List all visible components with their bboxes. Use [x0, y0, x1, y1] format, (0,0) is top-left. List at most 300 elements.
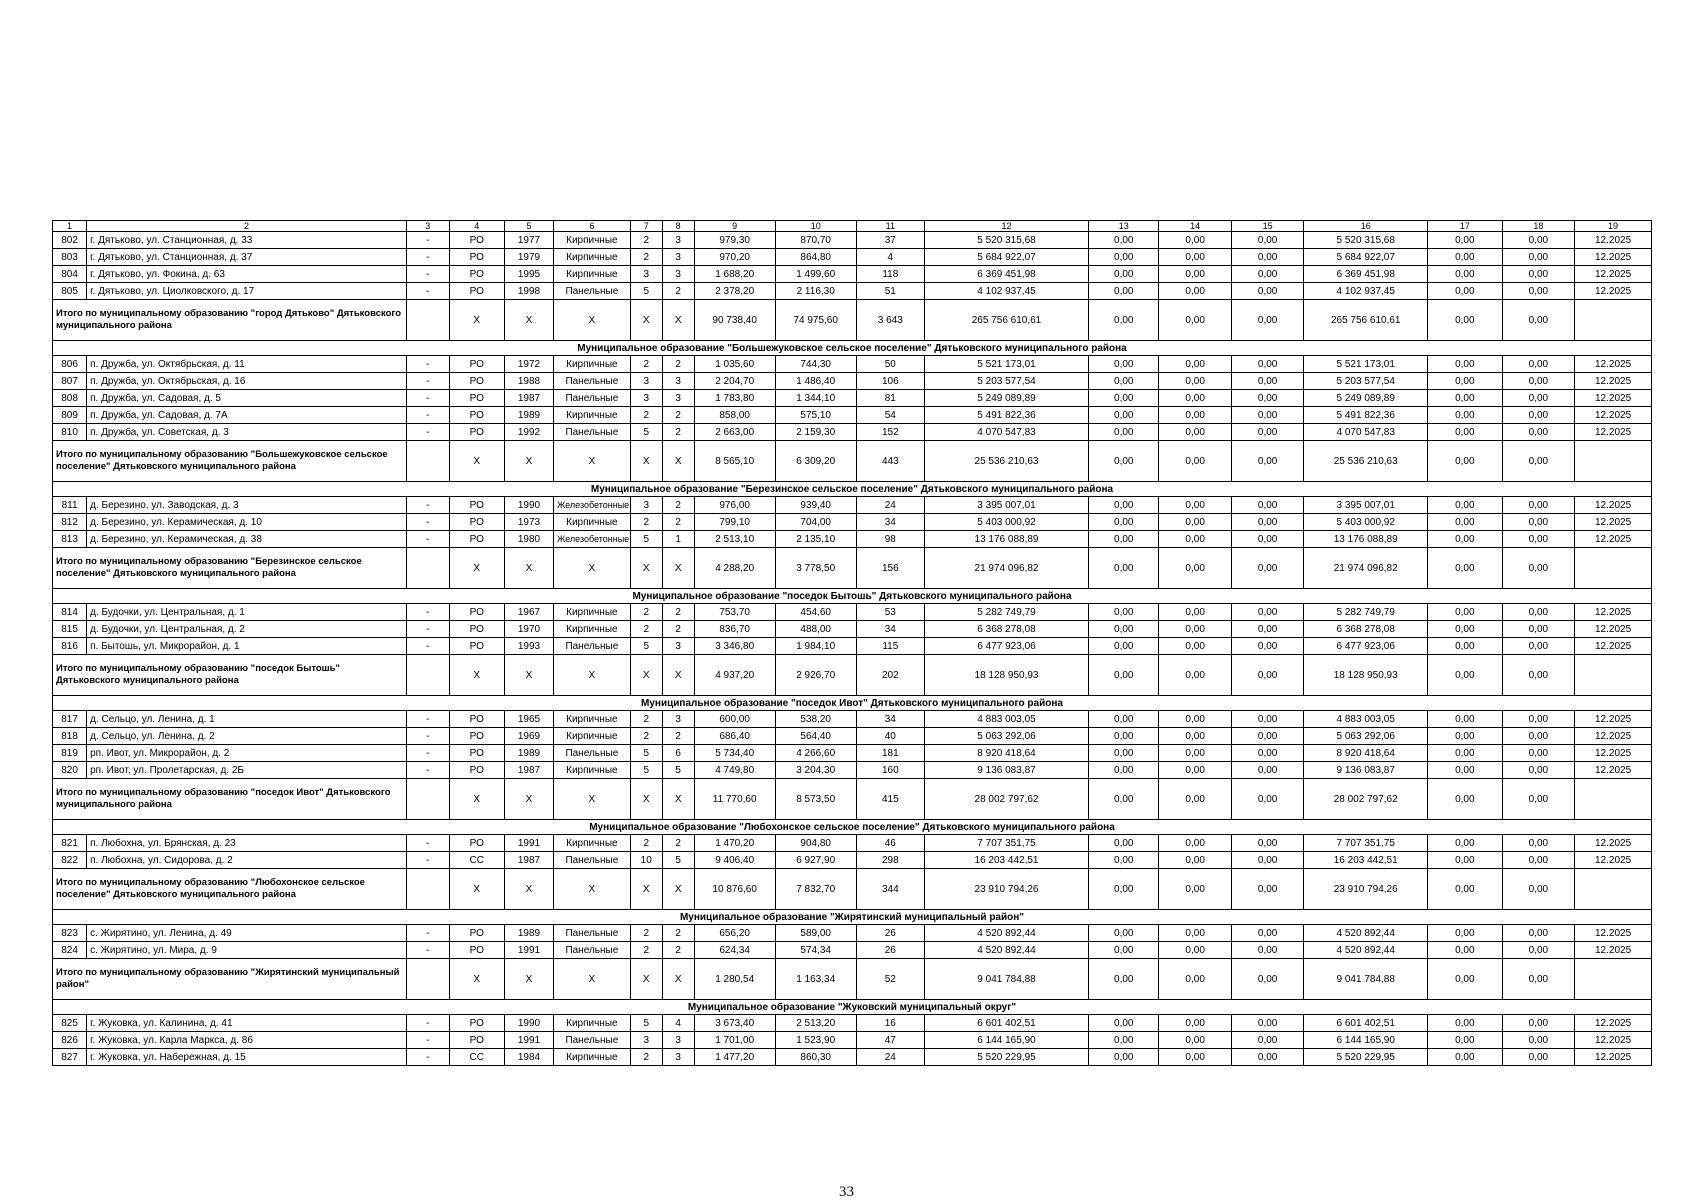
table-cell: 5 — [630, 762, 662, 779]
table-cell: РО — [449, 1032, 504, 1049]
table-cell: 538,20 — [775, 711, 856, 728]
table-cell: 12.2025 — [1575, 1049, 1652, 1066]
table-cell: 0,00 — [1428, 283, 1503, 300]
table-cell: 2 159,30 — [775, 424, 856, 441]
table-cell: 2 116,30 — [775, 283, 856, 300]
table-cell: 0,00 — [1502, 283, 1574, 300]
table-cell: 2 — [630, 621, 662, 638]
total-cell: 0,00 — [1089, 869, 1159, 910]
table-cell: Панельные — [553, 373, 630, 390]
total-cell — [1575, 869, 1652, 910]
total-cell: 0,00 — [1428, 300, 1503, 341]
total-cell: 0,00 — [1502, 779, 1574, 820]
table-cell: 870,70 — [775, 232, 856, 249]
table-cell: 5 063 292,06 — [1304, 728, 1428, 745]
table-cell: 823 — [53, 925, 87, 942]
table-cell: РО — [449, 356, 504, 373]
table-cell: 809 — [53, 407, 87, 424]
table-cell: 0,00 — [1428, 249, 1503, 266]
total-cell: 74 975,60 — [775, 300, 856, 341]
table-cell: 1987 — [504, 852, 553, 869]
table-body — [53, 221, 1652, 1066]
table-cell: 4 102 937,45 — [924, 283, 1088, 300]
table-cell: 0,00 — [1159, 283, 1231, 300]
total-cell: 0,00 — [1089, 779, 1159, 820]
total-cell: 0,00 — [1428, 869, 1503, 910]
municipality-title: Муниципальное образование "Жирятинский муниципальный район" — [53, 910, 1652, 925]
table-cell: 3 — [630, 497, 662, 514]
table-cell: 0,00 — [1428, 266, 1503, 283]
table-cell: 0,00 — [1231, 249, 1303, 266]
table-cell: 24 — [856, 497, 924, 514]
total-cell: 0,00 — [1159, 441, 1231, 482]
table-cell: Кирпичные — [553, 407, 630, 424]
total-cell: X — [449, 441, 504, 482]
table-cell: 805 — [53, 283, 87, 300]
table-cell: 2 — [662, 604, 694, 621]
table-cell: 4 — [662, 1015, 694, 1032]
table-cell: - — [406, 604, 449, 621]
table-cell: 0,00 — [1231, 373, 1303, 390]
column-number: 2 — [87, 221, 407, 232]
table-cell: 1991 — [504, 835, 553, 852]
table-cell: 9 406,40 — [694, 852, 775, 869]
total-cell: 0,00 — [1428, 779, 1503, 820]
table-cell: 0,00 — [1428, 407, 1503, 424]
table-cell: 0,00 — [1089, 356, 1159, 373]
table-cell: 0,00 — [1428, 531, 1503, 548]
table-cell: 0,00 — [1159, 514, 1231, 531]
total-row — [53, 300, 1652, 341]
total-cell: 52 — [856, 959, 924, 1000]
table-cell: 0,00 — [1231, 356, 1303, 373]
table-cell: 0,00 — [1159, 373, 1231, 390]
table-cell: 4 — [856, 249, 924, 266]
total-cell: 4 937,20 — [694, 655, 775, 696]
total-cell: X — [630, 779, 662, 820]
table-cell: 744,30 — [775, 356, 856, 373]
table-cell: 0,00 — [1231, 835, 1303, 852]
table-cell: 0,00 — [1428, 424, 1503, 441]
table-cell: 803 — [53, 249, 87, 266]
table-cell: 12.2025 — [1575, 249, 1652, 266]
table-cell: 704,00 — [775, 514, 856, 531]
municipality-header-row — [53, 820, 1652, 835]
table-cell: 0,00 — [1089, 266, 1159, 283]
total-cell: X — [662, 300, 694, 341]
total-cell: 0,00 — [1089, 655, 1159, 696]
table-cell: Панельные — [553, 1032, 630, 1049]
table-row — [53, 373, 1652, 390]
total-cell: 0,00 — [1502, 959, 1574, 1000]
table-cell: 2 663,00 — [694, 424, 775, 441]
table-cell: 1 035,60 — [694, 356, 775, 373]
table-cell: 1 470,20 — [694, 835, 775, 852]
table-cell: 0,00 — [1502, 762, 1574, 779]
total-row — [53, 655, 1652, 696]
table-cell: 0,00 — [1428, 356, 1503, 373]
address-cell: г. Дятьково, ул. Циолковского, д. 17 — [87, 283, 407, 300]
total-cell: 0,00 — [1089, 959, 1159, 1000]
table-cell: 0,00 — [1089, 604, 1159, 621]
table-cell: 0,00 — [1428, 762, 1503, 779]
table-cell: 0,00 — [1159, 604, 1231, 621]
table-cell: 0,00 — [1428, 728, 1503, 745]
table-cell: 5 — [630, 283, 662, 300]
table-cell: 0,00 — [1502, 942, 1574, 959]
table-cell: Кирпичные — [553, 1049, 630, 1066]
address-cell: с. Жирятино, ул. Ленина, д. 49 — [87, 925, 407, 942]
table-cell: 0,00 — [1159, 424, 1231, 441]
table-cell: 2 — [662, 942, 694, 959]
table-cell: 3 — [630, 373, 662, 390]
table-cell: 0,00 — [1428, 621, 1503, 638]
table-cell: 0,00 — [1428, 1049, 1503, 1066]
total-cell: X — [504, 655, 553, 696]
total-cell: X — [504, 441, 553, 482]
table-cell: 0,00 — [1428, 942, 1503, 959]
table-cell: 2 — [662, 621, 694, 638]
table-cell: 0,00 — [1231, 283, 1303, 300]
table-cell: 0,00 — [1089, 497, 1159, 514]
table-cell: 827 — [53, 1049, 87, 1066]
table-cell: 3 — [662, 1032, 694, 1049]
address-cell: п. Дружба, ул. Советская, д. 3 — [87, 424, 407, 441]
table-cell: 0,00 — [1502, 1015, 1574, 1032]
table-cell: 9 136 083,87 — [924, 762, 1088, 779]
total-cell: 0,00 — [1502, 869, 1574, 910]
table-cell: 0,00 — [1159, 1015, 1231, 1032]
table-cell: 816 — [53, 638, 87, 655]
total-cell: 0,00 — [1159, 869, 1231, 910]
total-cell: 265 756 610,61 — [924, 300, 1088, 341]
address-cell: г. Дятьково, ул. Станционная, д. 37 — [87, 249, 407, 266]
table-cell: 860,30 — [775, 1049, 856, 1066]
table-cell: 0,00 — [1502, 390, 1574, 407]
municipality-header-row — [53, 589, 1652, 604]
table-cell: - — [406, 621, 449, 638]
total-row — [53, 548, 1652, 589]
municipality-title: Муниципальное образование "поседок Бытошь" Дятьковского муниципального района — [53, 589, 1652, 604]
table-cell: 810 — [53, 424, 87, 441]
table-cell: 0,00 — [1428, 1032, 1503, 1049]
table-row — [53, 835, 1652, 852]
table-cell: 26 — [856, 942, 924, 959]
table-cell: 5 684 922,07 — [1304, 249, 1428, 266]
total-cell: X — [662, 655, 694, 696]
table-cell: - — [406, 283, 449, 300]
table-cell: 3 673,40 — [694, 1015, 775, 1032]
table-cell: 0,00 — [1428, 745, 1503, 762]
table-cell: 0,00 — [1502, 745, 1574, 762]
total-cell: X — [553, 869, 630, 910]
total-cell: 9 041 784,88 — [924, 959, 1088, 1000]
table-cell: 5 684 922,07 — [924, 249, 1088, 266]
table-cell: 3 — [662, 711, 694, 728]
table-cell: 1 344,10 — [775, 390, 856, 407]
total-cell: 6 309,20 — [775, 441, 856, 482]
registry-sheet — [52, 220, 1652, 1066]
table-cell: 0,00 — [1231, 1049, 1303, 1066]
table-cell: 0,00 — [1159, 249, 1231, 266]
column-number: 13 — [1089, 221, 1159, 232]
table-cell: 2 378,20 — [694, 283, 775, 300]
table-cell: 6 601 402,51 — [1304, 1015, 1428, 1032]
total-label: Итого по муниципальному образованию "Жирятинский муниципальный район" — [53, 959, 407, 1000]
table-cell: 822 — [53, 852, 87, 869]
table-cell: 1 783,80 — [694, 390, 775, 407]
table-cell: 0,00 — [1231, 266, 1303, 283]
table-cell: Панельные — [553, 852, 630, 869]
table-cell: Кирпичные — [553, 728, 630, 745]
total-cell: 0,00 — [1231, 779, 1303, 820]
table-cell: - — [406, 1015, 449, 1032]
table-cell: Кирпичные — [553, 514, 630, 531]
total-label: Итого по муниципальному образованию "Березинское сельское поселение" Дятьковского муниципального района — [53, 548, 407, 589]
table-cell: - — [406, 925, 449, 942]
table-row — [53, 942, 1652, 959]
table-cell: 34 — [856, 514, 924, 531]
table-cell: 0,00 — [1428, 835, 1503, 852]
total-cell: 25 536 210,63 — [1304, 441, 1428, 482]
table-cell: 0,00 — [1159, 232, 1231, 249]
total-cell: 3 778,50 — [775, 548, 856, 589]
table-row — [53, 762, 1652, 779]
table-cell: Железобетонные — [553, 497, 630, 514]
table-cell: 12.2025 — [1575, 514, 1652, 531]
total-cell — [1575, 655, 1652, 696]
table-cell: 2 — [662, 835, 694, 852]
table-cell: 454,60 — [775, 604, 856, 621]
table-cell: 12.2025 — [1575, 232, 1652, 249]
municipality-title: Муниципальное образование "Любохонское сельское поселение" Дятьковского муниципального района — [53, 820, 1652, 835]
total-cell: 202 — [856, 655, 924, 696]
address-cell: п. Любохна, ул. Брянская, д. 23 — [87, 835, 407, 852]
total-cell — [406, 655, 449, 696]
table-cell: 564,40 — [775, 728, 856, 745]
table-cell: 0,00 — [1502, 728, 1574, 745]
total-cell — [406, 959, 449, 1000]
table-cell: Панельные — [553, 424, 630, 441]
table-cell: 1969 — [504, 728, 553, 745]
total-cell: 8 565,10 — [694, 441, 775, 482]
table-cell: 976,00 — [694, 497, 775, 514]
table-cell: 1979 — [504, 249, 553, 266]
table-cell: 1998 — [504, 283, 553, 300]
table-cell: 0,00 — [1159, 266, 1231, 283]
table-cell: 12.2025 — [1575, 1032, 1652, 1049]
table-cell: 160 — [856, 762, 924, 779]
total-cell: X — [553, 959, 630, 1000]
table-cell: 0,00 — [1089, 283, 1159, 300]
table-cell: 0,00 — [1428, 390, 1503, 407]
total-cell: 18 128 950,93 — [1304, 655, 1428, 696]
table-cell: 3 204,30 — [775, 762, 856, 779]
total-row — [53, 779, 1652, 820]
table-cell: 0,00 — [1089, 514, 1159, 531]
column-number: 12 — [924, 221, 1088, 232]
total-cell: 0,00 — [1089, 548, 1159, 589]
total-cell: X — [449, 779, 504, 820]
address-cell: п. Любохна, ул. Сидорова, д. 2 — [87, 852, 407, 869]
table-cell: 574,34 — [775, 942, 856, 959]
table-cell: 4 520 892,44 — [1304, 925, 1428, 942]
table-cell: 0,00 — [1502, 621, 1574, 638]
table-cell: Панельные — [553, 925, 630, 942]
table-cell: 1992 — [504, 424, 553, 441]
total-cell: 21 974 096,82 — [924, 548, 1088, 589]
table-cell: Панельные — [553, 638, 630, 655]
table-cell: 5 249 089,89 — [924, 390, 1088, 407]
table-cell: 118 — [856, 266, 924, 283]
table-cell: 1 486,40 — [775, 373, 856, 390]
table-cell: 3 — [630, 390, 662, 407]
municipality-header-row — [53, 696, 1652, 711]
table-cell: 46 — [856, 835, 924, 852]
table-cell: Кирпичные — [553, 621, 630, 638]
table-cell: 0,00 — [1159, 942, 1231, 959]
table-cell: 1 701,00 — [694, 1032, 775, 1049]
table-cell: 0,00 — [1159, 925, 1231, 942]
total-cell — [406, 300, 449, 341]
table-cell: СС — [449, 1049, 504, 1066]
total-cell: 0,00 — [1428, 655, 1503, 696]
column-number: 6 — [553, 221, 630, 232]
table-cell: - — [406, 852, 449, 869]
table-cell: 806 — [53, 356, 87, 373]
table-cell: - — [406, 531, 449, 548]
table-cell: 1980 — [504, 531, 553, 548]
total-cell: 0,00 — [1231, 869, 1303, 910]
table-cell: 2 — [630, 407, 662, 424]
total-cell: 2 926,70 — [775, 655, 856, 696]
table-cell: 106 — [856, 373, 924, 390]
table-cell: 53 — [856, 604, 924, 621]
table-cell: 488,00 — [775, 621, 856, 638]
table-cell: - — [406, 249, 449, 266]
table-cell: - — [406, 424, 449, 441]
table-cell: 1973 — [504, 514, 553, 531]
table-cell: 0,00 — [1428, 711, 1503, 728]
table-cell: 1977 — [504, 232, 553, 249]
total-cell: X — [662, 959, 694, 1000]
column-number: 11 — [856, 221, 924, 232]
table-cell: 0,00 — [1502, 835, 1574, 852]
table-cell: 16 203 442,51 — [924, 852, 1088, 869]
table-cell: 0,00 — [1089, 1049, 1159, 1066]
table-row — [53, 232, 1652, 249]
table-cell: 4 883 003,05 — [1304, 711, 1428, 728]
address-cell: с. Жирятино, ул. Мира, д. 9 — [87, 942, 407, 959]
table-cell: 0,00 — [1502, 1032, 1574, 1049]
municipality-title: Муниципальное образование "Березинское сельское поселение" Дятьковского муниципального района — [53, 482, 1652, 497]
table-cell: Панельные — [553, 390, 630, 407]
table-cell: 5 063 292,06 — [924, 728, 1088, 745]
table-cell: 1988 — [504, 373, 553, 390]
table-cell: 0,00 — [1231, 762, 1303, 779]
address-cell: г. Жуковка, ул. Калинина, д. 41 — [87, 1015, 407, 1032]
total-label: Итого по муниципальному образованию "город Дятьково" Дятьковского муниципального района — [53, 300, 407, 341]
table-cell: 12.2025 — [1575, 745, 1652, 762]
table-cell: 0,00 — [1502, 249, 1574, 266]
table-cell: РО — [449, 514, 504, 531]
table-cell: 0,00 — [1089, 390, 1159, 407]
table-cell: 0,00 — [1428, 638, 1503, 655]
table-cell: 0,00 — [1428, 497, 1503, 514]
total-cell: 23 910 794,26 — [1304, 869, 1428, 910]
table-cell: РО — [449, 604, 504, 621]
table-cell: 6 477 923,06 — [1304, 638, 1428, 655]
table-cell: 3 395 007,01 — [1304, 497, 1428, 514]
address-cell: г. Дятьково, ул. Станционная, д. 33 — [87, 232, 407, 249]
total-cell: 28 002 797,62 — [924, 779, 1088, 820]
total-cell: X — [553, 655, 630, 696]
table-row — [53, 356, 1652, 373]
total-label: Итого по муниципальному образованию "Большежуковское сельское поселение" Дятьковского муниципального района — [53, 441, 407, 482]
total-cell: X — [553, 548, 630, 589]
total-cell: X — [553, 300, 630, 341]
table-cell: 12.2025 — [1575, 621, 1652, 638]
table-cell: 0,00 — [1159, 728, 1231, 745]
table-cell: 9 136 083,87 — [1304, 762, 1428, 779]
table-cell: 1987 — [504, 390, 553, 407]
column-number: 14 — [1159, 221, 1231, 232]
table-cell: 0,00 — [1159, 407, 1231, 424]
table-cell: 807 — [53, 373, 87, 390]
table-cell: 5 — [630, 531, 662, 548]
table-cell: 5 520 315,68 — [924, 232, 1088, 249]
table-row — [53, 1032, 1652, 1049]
table-row — [53, 424, 1652, 441]
table-cell: 0,00 — [1428, 514, 1503, 531]
table-cell: 0,00 — [1502, 711, 1574, 728]
total-cell: 443 — [856, 441, 924, 482]
table-cell: Кирпичные — [553, 232, 630, 249]
table-cell: 0,00 — [1159, 356, 1231, 373]
table-cell: 0,00 — [1428, 373, 1503, 390]
table-cell: 808 — [53, 390, 87, 407]
table-cell: 819 — [53, 745, 87, 762]
table-cell: - — [406, 638, 449, 655]
municipality-header-row — [53, 1000, 1652, 1015]
table-cell: 1 688,20 — [694, 266, 775, 283]
table-cell: - — [406, 232, 449, 249]
table-cell: 817 — [53, 711, 87, 728]
table-row — [53, 604, 1652, 621]
table-cell: 12.2025 — [1575, 373, 1652, 390]
total-cell: X — [553, 441, 630, 482]
table-cell: 0,00 — [1159, 390, 1231, 407]
table-cell: 5 203 577,54 — [1304, 373, 1428, 390]
table-cell: 2 — [630, 925, 662, 942]
table-cell: - — [406, 497, 449, 514]
total-cell: 25 536 210,63 — [924, 441, 1088, 482]
table-cell: РО — [449, 407, 504, 424]
column-number: 16 — [1304, 221, 1428, 232]
table-cell: 0,00 — [1428, 925, 1503, 942]
total-label: Итого по муниципальному образованию "Любохонское сельское поселение" Дятьковского муниципального района — [53, 869, 407, 910]
table-cell: 600,00 — [694, 711, 775, 728]
total-cell — [406, 548, 449, 589]
table-cell: 686,40 — [694, 728, 775, 745]
table-cell: 3 — [662, 249, 694, 266]
table-cell: 820 — [53, 762, 87, 779]
table-cell: 0,00 — [1428, 1015, 1503, 1032]
table-cell: 1984 — [504, 1049, 553, 1066]
table-cell: 2 — [630, 232, 662, 249]
total-row — [53, 441, 1652, 482]
total-cell — [1575, 548, 1652, 589]
